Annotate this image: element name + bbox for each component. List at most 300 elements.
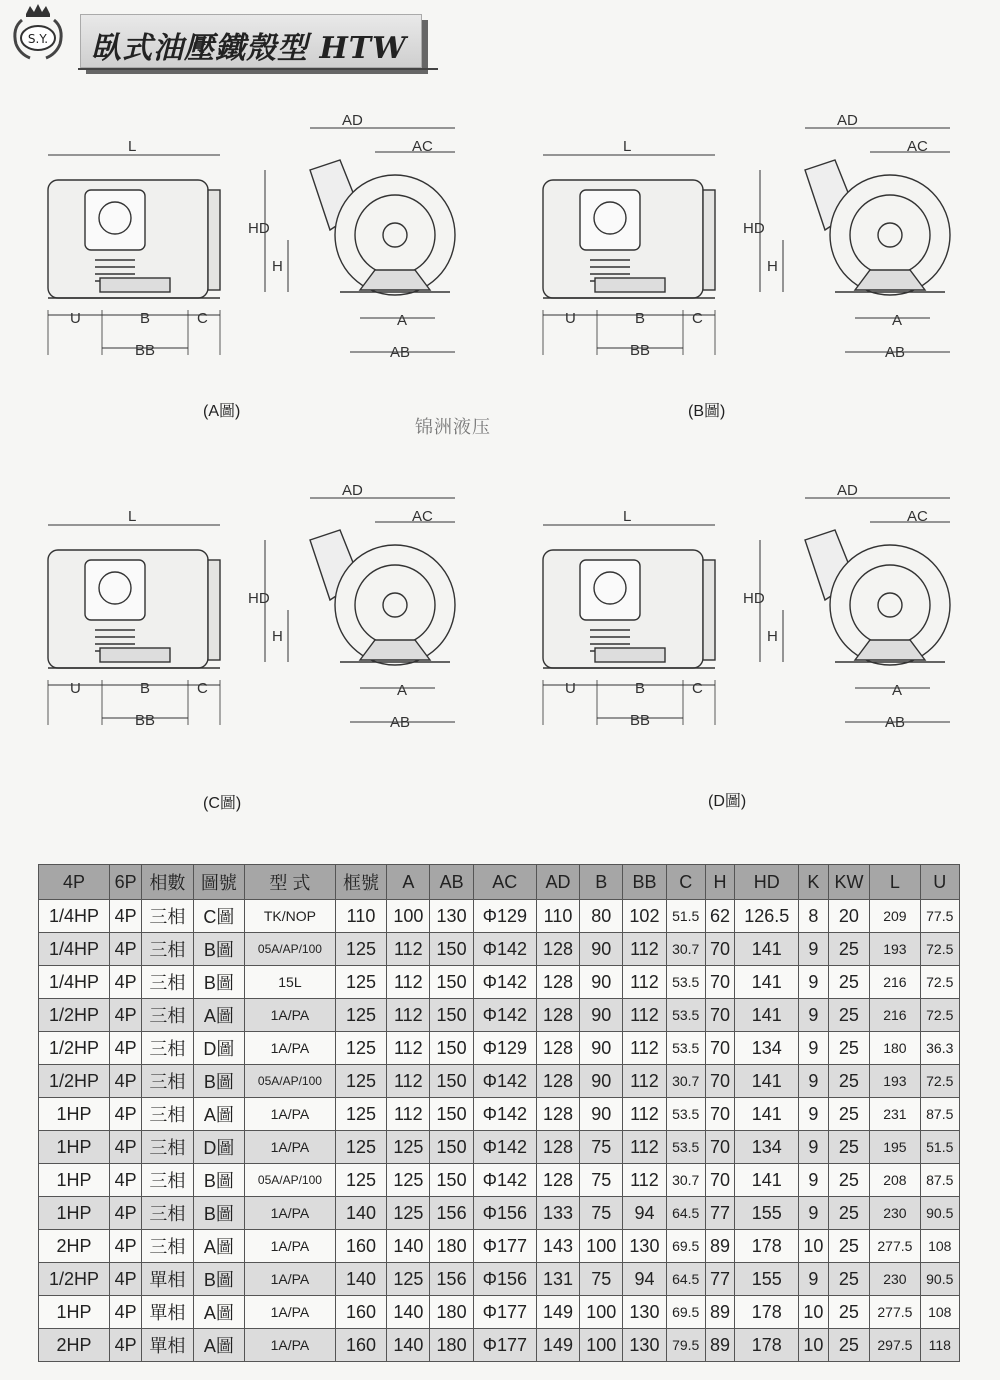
table-cell: 05A/AP/100 <box>245 1164 336 1197</box>
table-cell: 64.5 <box>666 1197 705 1230</box>
table-row <box>39 1065 960 1098</box>
table-cell: Φ177 <box>473 1329 536 1362</box>
table-cell: 128 <box>536 1131 579 1164</box>
table-cell: 30.7 <box>666 1065 705 1098</box>
table-cell: 30.7 <box>666 933 705 966</box>
dim-label-b: B <box>140 680 151 697</box>
figure-caption: (B圖) <box>688 403 726 420</box>
table-cell: 53.5 <box>666 999 705 1032</box>
table-cell: 25 <box>828 999 870 1032</box>
table-cell: 20 <box>828 900 870 933</box>
table-row <box>39 1131 960 1164</box>
table-cell: 05A/AP/100 <box>245 1065 336 1098</box>
table-cell: 1A/PA <box>245 1329 336 1362</box>
table-cell: 1A/PA <box>245 1098 336 1131</box>
table-cell: Φ129 <box>473 1032 536 1065</box>
table-cell: 150 <box>430 1164 473 1197</box>
dim-label-hd: HD <box>743 590 765 607</box>
column-header: KW <box>828 865 870 900</box>
table-cell: 1A/PA <box>245 1032 336 1065</box>
table-cell: Φ156 <box>473 1263 536 1296</box>
table-cell: 100 <box>387 900 430 933</box>
table-cell: 134 <box>735 1032 799 1065</box>
table-cell: 125 <box>387 1197 430 1230</box>
dim-label-ac: AC <box>412 508 433 525</box>
dim-label-ac: AC <box>907 138 928 155</box>
table-cell: 1/4HP <box>39 966 110 999</box>
table-cell: 4P <box>110 999 142 1032</box>
table-cell: 180 <box>430 1230 473 1263</box>
column-header: A <box>387 865 430 900</box>
table-cell: 131 <box>536 1263 579 1296</box>
table-cell: 112 <box>623 1131 666 1164</box>
column-header: C <box>666 865 705 900</box>
table-cell: TK/NOP <box>245 900 336 933</box>
table-cell: 125 <box>387 1131 430 1164</box>
table-cell: 75 <box>580 1164 623 1197</box>
table-cell: 89 <box>705 1230 734 1263</box>
table-cell: 160 <box>335 1296 387 1329</box>
table-cell: 112 <box>387 1065 430 1098</box>
table-cell: 三相 <box>142 1230 194 1263</box>
dim-label-ad: AD <box>837 482 858 499</box>
dim-label-b: B <box>140 310 151 327</box>
table-cell: Φ142 <box>473 1065 536 1098</box>
table-cell: 125 <box>335 966 387 999</box>
table-cell: 36.3 <box>920 1032 959 1065</box>
column-header: 圖號 <box>193 865 245 900</box>
table-row <box>39 1164 960 1197</box>
table-cell: 53.5 <box>666 966 705 999</box>
table-cell: A圖 <box>193 1230 245 1263</box>
column-header: 框號 <box>335 865 387 900</box>
table-cell: 94 <box>623 1263 666 1296</box>
table-cell: Φ177 <box>473 1230 536 1263</box>
dim-label-ad: AD <box>342 482 363 499</box>
table-cell: 1/4HP <box>39 900 110 933</box>
table-cell: 150 <box>430 933 473 966</box>
table-cell: 1A/PA <box>245 1131 336 1164</box>
table-cell: 4P <box>110 1032 142 1065</box>
table-cell: 118 <box>920 1329 959 1362</box>
figure-caption: (C圖) <box>203 795 242 812</box>
column-header: K <box>799 865 828 900</box>
table-cell: 51.5 <box>920 1131 959 1164</box>
table-cell: 112 <box>623 1098 666 1131</box>
dim-label-ac: AC <box>907 508 928 525</box>
table-cell: 三相 <box>142 933 194 966</box>
table-cell: 89 <box>705 1296 734 1329</box>
table-cell: 25 <box>828 1197 870 1230</box>
table-cell: 90 <box>580 966 623 999</box>
table-cell: 53.5 <box>666 1131 705 1164</box>
table-cell: 130 <box>623 1230 666 1263</box>
page-header <box>0 0 1000 80</box>
table-cell: 230 <box>870 1263 920 1296</box>
column-header: 4P <box>39 865 110 900</box>
table-cell: 140 <box>335 1197 387 1230</box>
table-cell: 64.5 <box>666 1263 705 1296</box>
table-cell: 180 <box>870 1032 920 1065</box>
table-cell: 三相 <box>142 1065 194 1098</box>
table-cell: Φ142 <box>473 966 536 999</box>
table-cell: 70 <box>705 1131 734 1164</box>
table-cell: 125 <box>335 1098 387 1131</box>
dim-label-ab: AB <box>885 344 906 361</box>
table-cell: 130 <box>430 900 473 933</box>
dim-label-h: H <box>272 628 283 645</box>
table-cell: 130 <box>623 1329 666 1362</box>
table-cell: 4P <box>110 1197 142 1230</box>
table-cell: 128 <box>536 966 579 999</box>
table-cell: 70 <box>705 1164 734 1197</box>
table-cell: 108 <box>920 1230 959 1263</box>
table-cell: 1/4HP <box>39 933 110 966</box>
column-header: 6P <box>110 865 142 900</box>
column-header: 相數 <box>142 865 194 900</box>
table-row <box>39 1329 960 1362</box>
table-cell: 三相 <box>142 1197 194 1230</box>
table-cell: 155 <box>735 1197 799 1230</box>
table-cell: 150 <box>430 999 473 1032</box>
table-cell: 90 <box>580 1065 623 1098</box>
table-cell: 140 <box>387 1296 430 1329</box>
table-cell: 112 <box>623 1032 666 1065</box>
table-cell: 77 <box>705 1197 734 1230</box>
table-cell: 112 <box>387 966 430 999</box>
table-cell: 195 <box>870 1131 920 1164</box>
table-cell: 1A/PA <box>245 1197 336 1230</box>
table-cell: 125 <box>335 1131 387 1164</box>
table-cell: 141 <box>735 1164 799 1197</box>
table-cell: 1HP <box>39 1098 110 1131</box>
dim-label-c: C <box>197 680 208 697</box>
table-cell: 1/2HP <box>39 1065 110 1098</box>
table-cell: 216 <box>870 999 920 1032</box>
table-cell: 10 <box>799 1230 828 1263</box>
table-cell: 72.5 <box>920 933 959 966</box>
table-cell: 150 <box>430 1131 473 1164</box>
dim-label-c: C <box>197 310 208 327</box>
page-title: 臥式油壓鐵殼型 HTW <box>91 31 407 66</box>
table-cell: 125 <box>387 1263 430 1296</box>
table-cell: Φ177 <box>473 1296 536 1329</box>
table-cell: 125 <box>335 933 387 966</box>
table-cell: 208 <box>870 1164 920 1197</box>
table-cell: 128 <box>536 933 579 966</box>
table-cell: 150 <box>430 1098 473 1131</box>
table-cell: 51.5 <box>666 900 705 933</box>
table-cell: 297.5 <box>870 1329 920 1362</box>
table-cell: 1A/PA <box>245 1230 336 1263</box>
table-cell: 9 <box>799 1131 828 1164</box>
table-cell: 4P <box>110 1329 142 1362</box>
dim-label-h: H <box>767 258 778 275</box>
table-cell: 143 <box>536 1230 579 1263</box>
table-cell: 178 <box>735 1230 799 1263</box>
table-cell: 125 <box>335 1065 387 1098</box>
table-cell: 2HP <box>39 1329 110 1362</box>
table-cell: 112 <box>387 1032 430 1065</box>
table-cell: 9 <box>799 1197 828 1230</box>
table-cell: 102 <box>623 900 666 933</box>
table-cell: 4P <box>110 1164 142 1197</box>
table-cell: 110 <box>536 900 579 933</box>
table-cell: 160 <box>335 1230 387 1263</box>
table-cell: 112 <box>387 1098 430 1131</box>
dim-label-bb: BB <box>135 712 156 729</box>
table-cell: 三相 <box>142 999 194 1032</box>
table-cell: 112 <box>623 966 666 999</box>
table-cell: 156 <box>430 1263 473 1296</box>
dim-label-u: U <box>70 310 81 327</box>
table-cell: 178 <box>735 1296 799 1329</box>
table-cell: 150 <box>430 1065 473 1098</box>
table-cell: 156 <box>430 1197 473 1230</box>
table-cell: 125 <box>387 1164 430 1197</box>
column-header: AD <box>536 865 579 900</box>
table-cell: 180 <box>430 1296 473 1329</box>
table-cell: 25 <box>828 1131 870 1164</box>
table-cell: 9 <box>799 933 828 966</box>
table-cell: 150 <box>430 966 473 999</box>
table-cell: 9 <box>799 1263 828 1296</box>
spec-table <box>38 864 960 1362</box>
dim-label-c: C <box>692 310 703 327</box>
table-cell: 25 <box>828 966 870 999</box>
table-cell: 125 <box>335 999 387 1032</box>
table-cell: 209 <box>870 900 920 933</box>
table-cell: 150 <box>430 1032 473 1065</box>
table-cell: 77.5 <box>920 900 959 933</box>
table-row <box>39 933 960 966</box>
table-cell: 9 <box>799 999 828 1032</box>
table-cell: 75 <box>580 1197 623 1230</box>
table-cell: 128 <box>536 999 579 1032</box>
dim-label-ad: AD <box>342 112 363 129</box>
table-cell: 53.5 <box>666 1098 705 1131</box>
table-cell: 1/2HP <box>39 1032 110 1065</box>
table-cell: 4P <box>110 966 142 999</box>
table-cell: 141 <box>735 933 799 966</box>
column-header: HD <box>735 865 799 900</box>
table-cell: 53.5 <box>666 1032 705 1065</box>
table-cell: 9 <box>799 1164 828 1197</box>
table-cell: 133 <box>536 1197 579 1230</box>
table-cell: 4P <box>110 1098 142 1131</box>
table-cell: 25 <box>828 1296 870 1329</box>
table-cell: 100 <box>580 1296 623 1329</box>
dim-label-l: L <box>128 138 137 155</box>
column-header: H <box>705 865 734 900</box>
dim-label-a: A <box>892 682 903 699</box>
table-cell: 112 <box>387 933 430 966</box>
table-cell: 100 <box>580 1230 623 1263</box>
table-cell: Φ129 <box>473 900 536 933</box>
table-header-row <box>39 865 960 900</box>
dim-label-a: A <box>892 312 903 329</box>
table-cell: 1HP <box>39 1197 110 1230</box>
table-cell: 231 <box>870 1098 920 1131</box>
table-cell: 110 <box>335 900 387 933</box>
table-cell: 141 <box>735 1098 799 1131</box>
table-cell: Φ142 <box>473 1164 536 1197</box>
table-cell: 69.5 <box>666 1296 705 1329</box>
table-cell: 70 <box>705 1032 734 1065</box>
sy-logo-icon <box>6 4 70 68</box>
column-header: BB <box>623 865 666 900</box>
table-row <box>39 1032 960 1065</box>
table-cell: 149 <box>536 1296 579 1329</box>
table-cell: 1/2HP <box>39 999 110 1032</box>
dim-label-bb: BB <box>135 342 156 359</box>
motor-drawing <box>535 490 975 750</box>
table-cell: 128 <box>536 1065 579 1098</box>
table-cell: 25 <box>828 1329 870 1362</box>
table-cell: 1A/PA <box>245 1296 336 1329</box>
table-cell: 1HP <box>39 1131 110 1164</box>
table-cell: 1HP <box>39 1164 110 1197</box>
table-cell: 112 <box>623 1164 666 1197</box>
table-cell: 230 <box>870 1197 920 1230</box>
dim-label-hd: HD <box>248 220 270 237</box>
dim-label-u: U <box>565 680 576 697</box>
table-cell: 30.7 <box>666 1164 705 1197</box>
table-cell: 69.5 <box>666 1230 705 1263</box>
table-cell: 141 <box>735 1065 799 1098</box>
table-cell: B圖 <box>193 1065 245 1098</box>
table-cell: 4P <box>110 1131 142 1164</box>
table-cell: 125 <box>335 1032 387 1065</box>
table-cell: B圖 <box>193 966 245 999</box>
table-cell: B圖 <box>193 933 245 966</box>
table-cell: 2HP <box>39 1230 110 1263</box>
table-cell: 4P <box>110 1230 142 1263</box>
table-cell: 77 <box>705 1263 734 1296</box>
table-cell: 8 <box>799 900 828 933</box>
motor-drawing <box>40 490 480 750</box>
table-row <box>39 999 960 1032</box>
dim-label-ab: AB <box>390 344 411 361</box>
table-cell: B圖 <box>193 1263 245 1296</box>
table-cell: Φ142 <box>473 1131 536 1164</box>
dim-label-a: A <box>397 312 408 329</box>
column-header: 型 式 <box>245 865 336 900</box>
table-cell: 75 <box>580 1131 623 1164</box>
table-cell: Φ142 <box>473 933 536 966</box>
column-header: AC <box>473 865 536 900</box>
table-cell: 70 <box>705 999 734 1032</box>
table-cell: B圖 <box>193 1197 245 1230</box>
table-cell: 134 <box>735 1131 799 1164</box>
dim-label-u: U <box>565 310 576 327</box>
table-cell: 100 <box>580 1329 623 1362</box>
figure-caption: (A圖) <box>203 403 241 420</box>
table-cell: 193 <box>870 1065 920 1098</box>
table-cell: 4P <box>110 1296 142 1329</box>
table-cell: 10 <box>799 1296 828 1329</box>
column-header: L <box>870 865 920 900</box>
table-cell: D圖 <box>193 1032 245 1065</box>
table-cell: 4P <box>110 1065 142 1098</box>
table-cell: 9 <box>799 966 828 999</box>
table-row <box>39 1098 960 1131</box>
title-box <box>80 14 422 68</box>
table-cell: 128 <box>536 1098 579 1131</box>
table-cell: 三相 <box>142 900 194 933</box>
table-cell: 25 <box>828 1263 870 1296</box>
table-cell: 三相 <box>142 1098 194 1131</box>
table-cell: 三相 <box>142 966 194 999</box>
table-cell: 160 <box>335 1329 387 1362</box>
dim-label-ac: AC <box>412 138 433 155</box>
table-cell: 90 <box>580 933 623 966</box>
motor-figure-a <box>40 112 480 380</box>
dim-label-ab: AB <box>885 714 906 731</box>
table-cell: 216 <box>870 966 920 999</box>
table-cell: D圖 <box>193 1131 245 1164</box>
table-cell: C圖 <box>193 900 245 933</box>
table-cell: 80 <box>580 900 623 933</box>
table-cell: 70 <box>705 1098 734 1131</box>
table-cell: 72.5 <box>920 1065 959 1098</box>
table-cell: A圖 <box>193 1098 245 1131</box>
dim-label-bb: BB <box>630 712 651 729</box>
table-row <box>39 1296 960 1329</box>
table-cell: 25 <box>828 1230 870 1263</box>
table-cell: 70 <box>705 933 734 966</box>
table-cell: 90 <box>580 1098 623 1131</box>
table-row <box>39 900 960 933</box>
table-cell: 25 <box>828 1065 870 1098</box>
table-cell: 79.5 <box>666 1329 705 1362</box>
table-cell: Φ156 <box>473 1197 536 1230</box>
table-row <box>39 966 960 999</box>
dim-label-ad: AD <box>837 112 858 129</box>
table-cell: 1HP <box>39 1296 110 1329</box>
table-cell: 72.5 <box>920 966 959 999</box>
table-cell: 90.5 <box>920 1263 959 1296</box>
table-cell: 1A/PA <box>245 1263 336 1296</box>
motor-drawing <box>535 120 975 380</box>
title-underline <box>78 68 438 70</box>
dim-label-u: U <box>70 680 81 697</box>
dim-label-l: L <box>128 508 137 525</box>
table-cell: 87.5 <box>920 1164 959 1197</box>
table-cell: A圖 <box>193 999 245 1032</box>
table-cell: 9 <box>799 1065 828 1098</box>
table-cell: 4P <box>110 933 142 966</box>
table-cell: 62 <box>705 900 734 933</box>
dim-label-b: B <box>635 310 646 327</box>
table-cell: 25 <box>828 1098 870 1131</box>
dim-label-c: C <box>692 680 703 697</box>
motor-figure-d <box>535 482 975 750</box>
table-cell: 單相 <box>142 1329 194 1362</box>
table-cell: 9 <box>799 1032 828 1065</box>
table-cell: 180 <box>430 1329 473 1362</box>
logo-text: S.Y. <box>27 32 49 46</box>
table-cell: 90 <box>580 1032 623 1065</box>
table-cell: 70 <box>705 1065 734 1098</box>
table-cell: 128 <box>536 1032 579 1065</box>
table-cell: 141 <box>735 966 799 999</box>
table-cell: 4P <box>110 900 142 933</box>
table-row <box>39 1263 960 1296</box>
table-cell: 140 <box>387 1329 430 1362</box>
column-header: U <box>920 865 959 900</box>
table-cell: 126.5 <box>735 900 799 933</box>
